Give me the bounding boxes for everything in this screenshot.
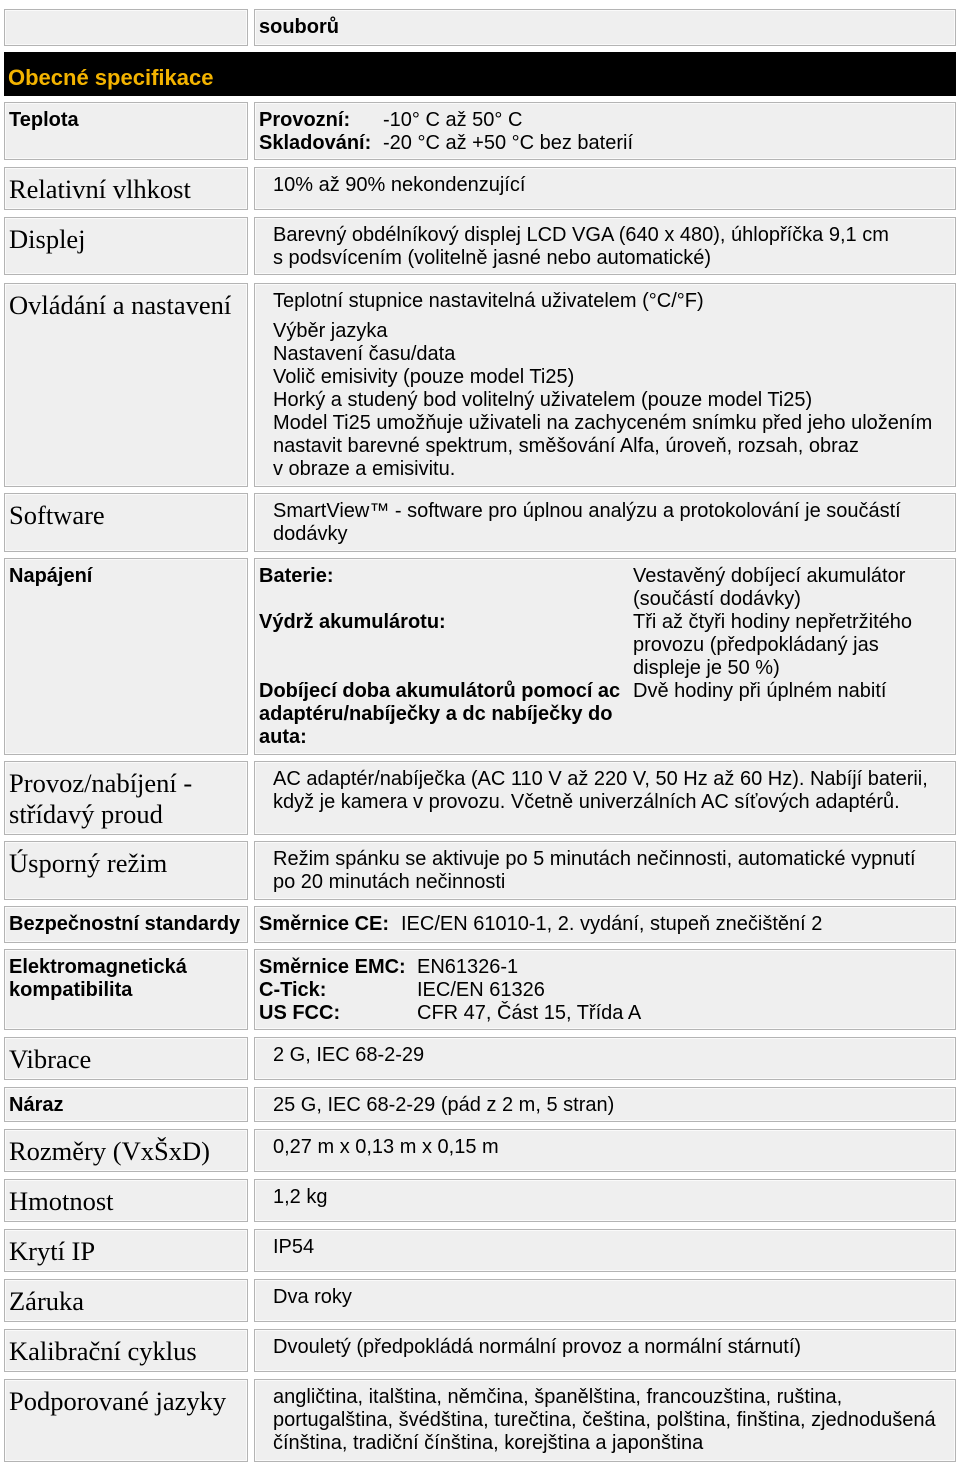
spec-value-line: nastavit barevné spektrum, směšování Alfa, úroveň, rozsah, obraz xyxy=(273,435,859,457)
spec-key xyxy=(259,565,633,611)
spec-value-cell xyxy=(254,1379,956,1462)
spec-value-cell xyxy=(254,558,956,755)
spec-value: -10° C až 50° C xyxy=(383,109,523,131)
spec-value-line: (součástí dodávky) xyxy=(633,588,801,610)
spec-row-bezpecnost xyxy=(0,906,960,943)
spec-value xyxy=(633,611,951,680)
spec-label-cell xyxy=(4,1329,248,1372)
spec-label-line: Elektromagnetická xyxy=(9,956,187,978)
spec-value xyxy=(633,565,951,611)
spec-value-line: provozu (předpokládaný jas xyxy=(633,634,879,656)
spec-value-line: displeje je 50 %) xyxy=(633,657,780,679)
spec-label-cell xyxy=(4,761,248,835)
spec-key-line: Baterie: xyxy=(259,565,334,587)
spec-row-kryti xyxy=(0,1229,960,1272)
key-value-list xyxy=(259,956,951,1025)
spec-row-software xyxy=(0,493,960,552)
spec-value-line: s podsvícením (volitelně jasné nebo automatické) xyxy=(273,247,712,269)
spec-label-cell xyxy=(4,167,248,210)
spec-value-cell xyxy=(254,102,956,160)
spec-label: Kalibrační cyklus xyxy=(9,1336,197,1366)
spec-value-cell xyxy=(254,283,956,487)
spec-value-line: Tři až čtyři hodiny nepřetržitého xyxy=(633,611,913,633)
spec-label-cell xyxy=(4,283,248,487)
spec-row-rozmery xyxy=(0,1129,960,1172)
spec-value-cell xyxy=(254,1129,956,1172)
spec-label: Displej xyxy=(9,224,86,254)
spec-value-cell xyxy=(254,1037,956,1080)
spec-value-line: 2 G, IEC 68-2-29 xyxy=(273,1044,425,1066)
spec-value-cell xyxy=(254,1087,956,1122)
file-cell xyxy=(254,9,956,46)
spec-value: CFR 47, Část 15, Třída A xyxy=(417,1002,642,1024)
spec-value-cell xyxy=(254,493,956,552)
spec-value-line: Dva roky xyxy=(273,1286,352,1308)
spec-value-cell xyxy=(254,761,956,835)
spec-value-cell xyxy=(254,949,956,1030)
spec-value-line: Výběr jazyka xyxy=(273,320,388,342)
spec-label: Náraz xyxy=(9,1094,64,1116)
spec-value-line: 10% až 90% nekondenzující xyxy=(273,174,526,196)
spec-row-ovladani xyxy=(0,283,960,487)
spec-row-provoz xyxy=(0,761,960,835)
spec-value-line: když je kamera v provozu. Včetně univerzálních AC síťových adaptérů. xyxy=(273,791,900,813)
spec-label-cell xyxy=(4,1179,248,1222)
spec-value-line: AC adaptér/nabíječka (AC 110 V až 220 V, 50 Hz až 60 Hz). Nabíjí baterii, xyxy=(273,768,928,790)
spec-value-line: 25 G, IEC 68-2-29 (pád z 2 m, 5 stran) xyxy=(273,1094,615,1116)
spec-label-cell xyxy=(4,1279,248,1322)
spec-key: Provozní: xyxy=(259,109,351,131)
spec-row-usporny-rezim xyxy=(0,841,960,900)
spec-label-cell xyxy=(4,217,248,275)
spec-value-line: 0,27 m x 0,13 m x 0,15 m xyxy=(273,1136,499,1158)
spec-value: -20 °C až +50 °C bez baterií xyxy=(383,132,634,154)
spec-label-cell xyxy=(4,1129,248,1172)
spec-label-cell xyxy=(4,102,248,160)
spec-label: Rozměry (VxŠxD) xyxy=(9,1136,210,1166)
spec-row-jazyky xyxy=(0,1379,960,1462)
spec-value-line: angličtina, italština, němčina, španělština, francouzština, ruština, xyxy=(273,1386,843,1408)
spec-row-emc xyxy=(0,949,960,1030)
spec-value-cell xyxy=(254,1279,956,1322)
section-header-bar xyxy=(4,52,956,96)
spec-value-line: Dvouletý (předpokládá normální provoz a normální stárnutí) xyxy=(273,1336,802,1358)
spec-label-cell xyxy=(4,1087,248,1122)
spec-label: Software xyxy=(9,500,105,530)
spec-row-displej xyxy=(0,217,960,275)
spec-key xyxy=(259,611,633,680)
spec-label-cell xyxy=(4,558,248,755)
spec-value-line: Režim spánku se aktivuje po 5 minutách nečinnosti, automatické vypnutí xyxy=(273,848,916,870)
section-title: Obecné specifikace xyxy=(8,65,214,90)
spec-label: Podporované jazyky xyxy=(9,1386,227,1416)
spec-label: Krytí IP xyxy=(9,1236,96,1266)
spec-value-line: Nastavení času/data xyxy=(273,343,456,365)
spec-value-line: Barevný obdélníkový displej LCD VGA (640 x 480), úhlopříčka 9,1 cm xyxy=(273,224,889,246)
spec-key: Skladování: xyxy=(259,132,372,154)
spec-value-line: IP54 xyxy=(273,1236,315,1258)
spec-value-line: 1,2 kg xyxy=(273,1186,328,1208)
spec-label: Úsporný režim xyxy=(9,848,168,878)
spec-key: Směrnice CE: xyxy=(259,913,390,935)
file-row xyxy=(0,9,960,46)
spec-key: Směrnice EMC: xyxy=(259,956,406,978)
spec-value-cell xyxy=(254,841,956,900)
spec-key-line: adaptéru/nabíječky a dc nabíječky do xyxy=(259,703,613,725)
spec-value-line: SmartView™ - software pro úplnou analýzu a protokolování je součástí xyxy=(273,500,901,522)
spec-row-zaruka xyxy=(0,1279,960,1322)
spec-value: IEC/EN 61010-1, 2. vydání, stupeň znečištění 2 xyxy=(401,913,823,935)
spec-row-vibrace xyxy=(0,1037,960,1080)
spec-row-kalibrace xyxy=(0,1329,960,1372)
spec-label-cell xyxy=(4,493,248,552)
key-value-list xyxy=(259,913,951,936)
spec-value-line: Dvě hodiny při úplném nabití xyxy=(633,680,887,702)
spec-value-cell xyxy=(254,217,956,275)
spec-label: Hmotnost xyxy=(9,1186,114,1216)
spec-label: Teplota xyxy=(9,109,79,131)
spec-value: IEC/EN 61326 xyxy=(417,979,545,1001)
spec-label: Napájení xyxy=(9,565,93,587)
spec-value-line: Teplotní stupnice nastavitelná uživatelem (°C/°F) xyxy=(273,290,704,312)
spec-value-line: v obraze a emisivitu. xyxy=(273,458,456,480)
spec-row-teplota xyxy=(0,102,960,160)
spec-key: C-Tick: xyxy=(259,979,327,1001)
spec-row-hmotnost xyxy=(0,1179,960,1222)
file-text: souborů xyxy=(259,16,339,38)
spec-label: Ovládání a nastavení xyxy=(9,290,232,320)
spec-label-cell xyxy=(4,1229,248,1272)
spec-label-cell xyxy=(4,1379,248,1462)
spec-value-line: Volič emisivity (pouze model Ti25) xyxy=(273,366,575,388)
spec-label: Relativní vlhkost xyxy=(9,174,191,204)
spec-label-cell xyxy=(4,1037,248,1080)
key-value-list xyxy=(259,109,951,155)
spec-label-cell xyxy=(4,949,248,1030)
empty-label-cell xyxy=(4,9,248,46)
spec-key xyxy=(259,680,633,749)
spec-label-cell xyxy=(4,841,248,900)
spec-label: Bezpečnostní standardy xyxy=(9,913,241,935)
spec-key-line: auta: xyxy=(259,726,307,748)
spec-label-line: střídavý proud xyxy=(9,799,163,829)
spec-value-line: Horký a studený bod volitelný uživatelem (pouze model Ti25) xyxy=(273,389,813,411)
power-spec-list xyxy=(259,565,951,749)
spec-value-cell xyxy=(254,167,956,210)
spec-row-napajeni xyxy=(0,558,960,755)
spec-label: Vibrace xyxy=(9,1044,92,1074)
spec-key-line: Výdrž akumulárotu: xyxy=(259,611,446,633)
spec-key-line: Dobíjecí doba akumulátorů pomocí ac xyxy=(259,680,621,702)
spec-value-line: Vestavěný dobíjecí akumulátor xyxy=(633,565,906,587)
spec-value-cell xyxy=(254,906,956,943)
spec-value-line: po 20 minutách nečinnosti xyxy=(273,871,506,893)
spec-value-cell xyxy=(254,1229,956,1272)
spec-label-line: Provoz/nabíjení - xyxy=(9,768,193,798)
spec-value: EN61326-1 xyxy=(417,956,519,978)
spec-value-line: čínština, tradiční čínština, korejština a japonština xyxy=(273,1432,704,1454)
spec-value-cell xyxy=(254,1329,956,1372)
spec-key: US FCC: xyxy=(259,1002,341,1024)
spec-row-relativni-vlhkost xyxy=(0,167,960,210)
spec-value-line: dodávky xyxy=(273,523,348,545)
spec-label-cell xyxy=(4,906,248,943)
spec-value-cell xyxy=(254,1179,956,1222)
spec-label: Záruka xyxy=(9,1286,85,1316)
spec-row-naraz xyxy=(0,1087,960,1122)
spec-value-line: Model Ti25 umožňuje uživateli na zachyceném snímku před jeho uložením xyxy=(273,412,933,434)
spec-value-line: portugalština, švédština, turečtina, čeština, polština, finština, zjednodušená xyxy=(273,1409,936,1431)
spec-value xyxy=(633,680,951,749)
spec-label-line: kompatibilita xyxy=(9,979,133,1001)
